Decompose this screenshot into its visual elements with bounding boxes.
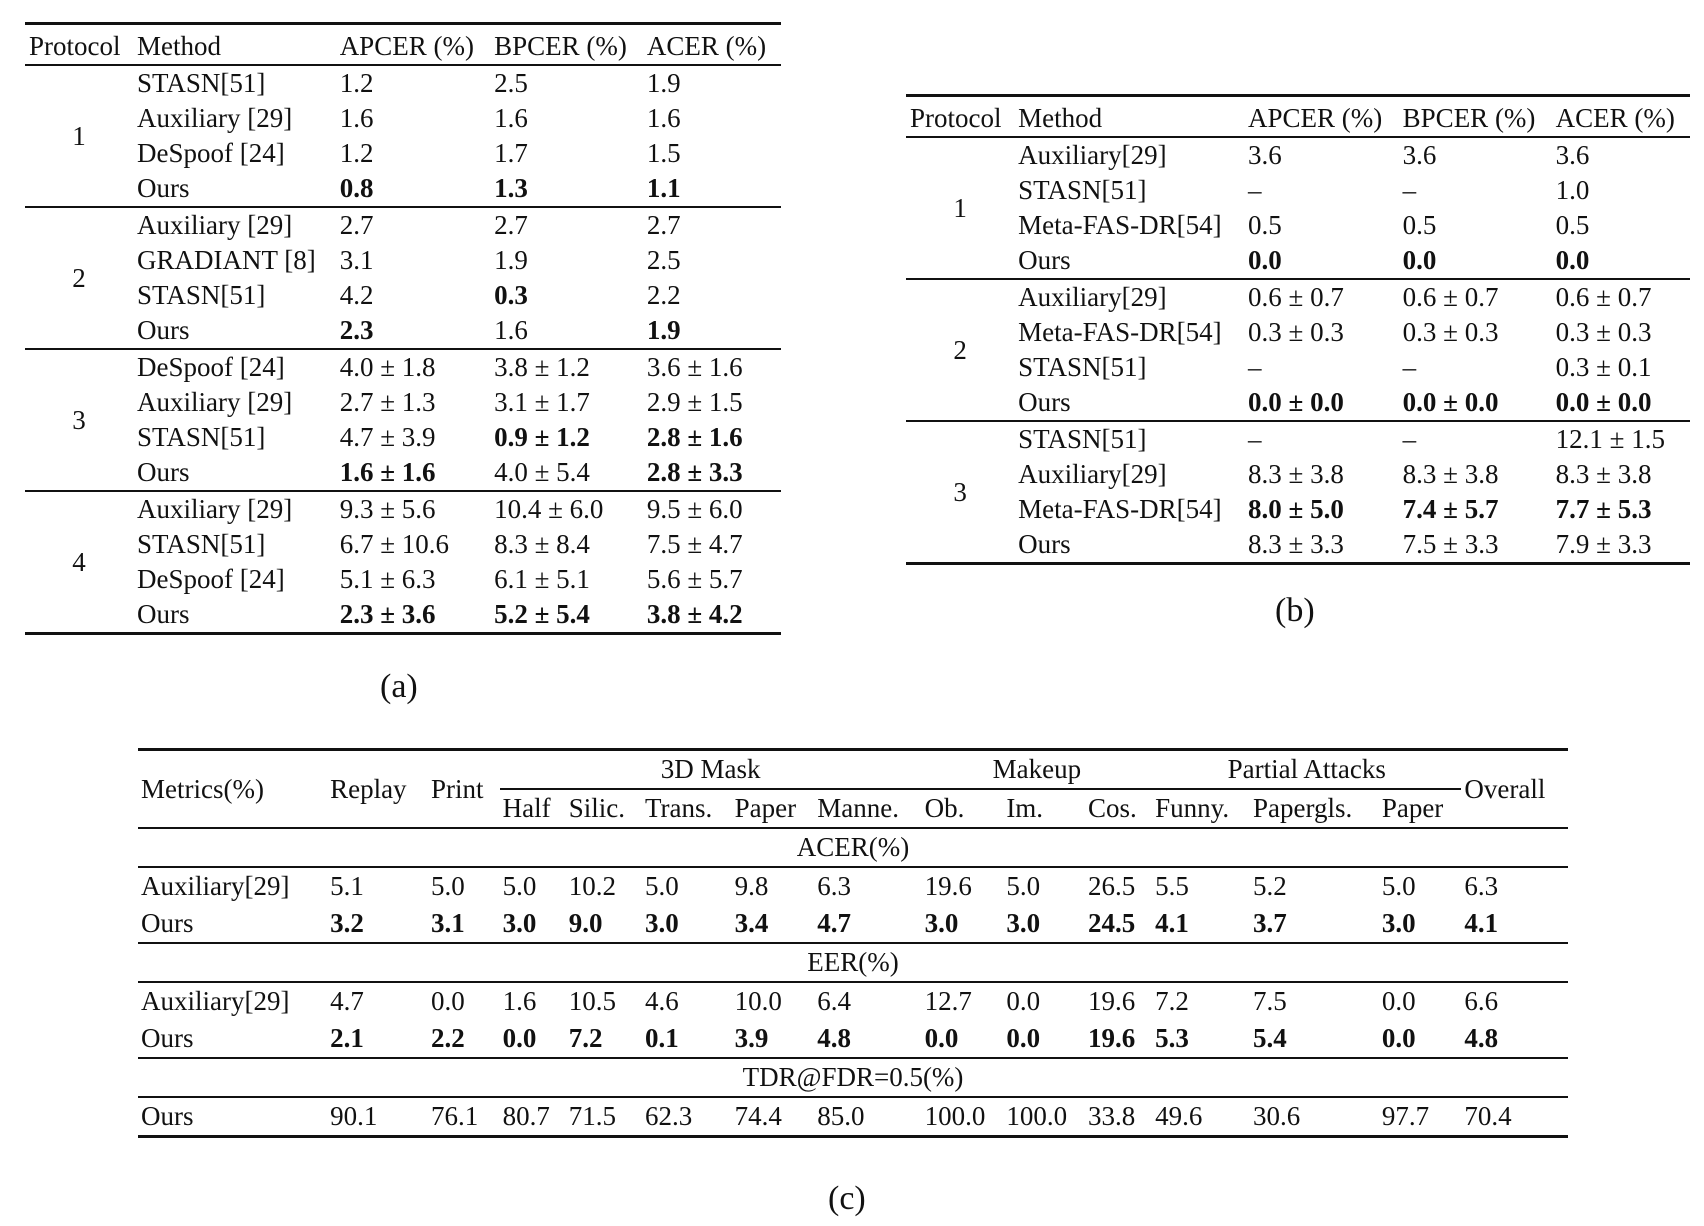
method-cell: Auxiliary[29] [1018,282,1167,312]
apcer-cell: 4.2 [339,280,374,310]
value-cell: 0.0 [431,986,465,1016]
apcer-cell: 1.2 [339,138,374,168]
value-cell: 0.0 [1006,986,1041,1016]
value-cell: 76.1 [431,1101,479,1131]
value-cell: 10.5 [568,986,616,1016]
acer-cell: 8.3 ± 3.8 [1555,459,1652,489]
apcer-cell: 0.5 [1248,210,1282,240]
bpcer-cell: 0.5 [1402,210,1437,240]
header-replay: Replay [330,773,407,804]
table-a-header-row [25,24,781,66]
apcer-cell: – [1248,352,1262,382]
protocol-cell: 3 [953,476,967,507]
method-cell: Auxiliary[29] [141,871,290,901]
subheader-manne: Manne. [817,793,899,823]
protocol-cell: 1 [953,192,967,223]
value-cell: 100.0 [1006,1101,1068,1131]
table-row [25,527,781,562]
bpcer-cell: 3.1 ± 1.7 [494,387,590,417]
table-row [906,421,1690,457]
apcer-cell: 0.8 [339,173,374,203]
bpcer-cell: 6.1 ± 5.1 [494,564,590,594]
apcer-cell: – [1248,175,1262,205]
header-acer: ACER (%) [1555,103,1675,133]
method-cell: Meta-FAS-DR[54] [1018,494,1222,524]
method-cell: STASN[51] [137,280,266,310]
table-row [25,101,781,136]
method-cell: DeSpoof [24] [137,564,285,594]
value-cell: 100.0 [924,1101,986,1131]
table-row [25,313,781,349]
table-row [138,867,1568,905]
apcer-cell: 8.0 ± 5.0 [1248,494,1344,524]
value-cell: 4.1 [1464,908,1499,938]
acer-cell: 9.5 ± 6.0 [646,494,743,524]
table-row [25,420,781,455]
table-row [138,1097,1568,1137]
table-row [25,136,781,171]
table-row [138,1020,1568,1058]
acer-cell: 2.8 ± 3.3 [646,457,743,487]
acer-cell: 5.6 ± 5.7 [646,564,743,594]
value-cell: 5.0 [1381,871,1416,901]
value-cell: 6.3 [1464,871,1499,901]
value-cell: 49.6 [1155,1101,1203,1131]
table-row [25,597,781,634]
bpcer-cell: 3.6 [1402,140,1437,170]
method-cell: DeSpoof [24] [137,352,285,382]
method-cell: STASN[51] [137,422,266,452]
table-row [138,905,1568,943]
method-cell: STASN[51] [137,529,266,559]
acer-cell: 0.0 [1555,245,1590,275]
value-cell: 4.7 [330,986,364,1016]
value-cell: 4.8 [1464,1023,1499,1053]
method-cell: STASN[51] [1018,352,1147,382]
acer-cell: 7.7 ± 5.3 [1555,494,1652,524]
apcer-cell: 9.3 ± 5.6 [339,494,436,524]
value-cell: 6.4 [817,986,851,1016]
value-cell: 19.6 [924,871,972,901]
value-cell: 3.0 [1006,908,1041,938]
bpcer-cell: 7.4 ± 5.7 [1402,494,1499,524]
method-cell: Ours [141,1101,194,1131]
value-cell: 3.4 [734,908,769,938]
caption-a: (a) [380,668,418,705]
apcer-cell: – [1248,424,1262,454]
subheader-paper-partial: Paper [1381,793,1444,823]
method-cell: Auxiliary[29] [141,986,290,1016]
table-row [25,562,781,597]
method-cell: Auxiliary [29] [137,103,293,133]
header-makeup: Makeup [922,750,1152,790]
subheader-paper: Paper [734,793,797,823]
value-cell: 2.2 [431,1023,465,1053]
table-row [25,278,781,313]
apcer-cell: 1.2 [339,68,374,98]
apcer-cell: 2.3 [339,315,374,345]
bpcer-cell: 0.0 [1402,245,1437,275]
value-cell: 5.3 [1155,1023,1189,1053]
apcer-cell: 0.3 ± 0.3 [1248,317,1344,347]
value-cell: 4.8 [817,1023,851,1053]
bpcer-cell: 1.9 [494,245,528,275]
method-cell: Auxiliary [29] [137,210,293,240]
method-cell: STASN[51] [1018,175,1147,205]
acer-cell: 0.3 ± 0.3 [1555,317,1652,347]
value-cell: 4.1 [1155,908,1189,938]
value-cell: 9.8 [734,871,769,901]
acer-cell: 7.9 ± 3.3 [1555,529,1652,559]
method-cell: Auxiliary[29] [1018,459,1167,489]
subheader-cos: Cos. [1088,793,1137,823]
bpcer-cell: 1.6 [494,315,528,345]
bpcer-cell: 10.4 ± 6.0 [494,494,604,524]
table-row [906,279,1690,315]
value-cell: 30.6 [1253,1101,1301,1131]
table-row [906,208,1690,243]
table-row [25,243,781,278]
protocol-cell: 2 [72,262,86,293]
subheader-silic: Silic. [568,793,625,823]
section-title: TDR@FDR=0.5(%) [742,1062,964,1092]
acer-cell: 2.2 [646,280,681,310]
method-cell: Ours [141,908,194,938]
section-header-row [138,828,1568,867]
apcer-cell: 1.6 [339,103,374,133]
value-cell: 80.7 [502,1101,550,1131]
value-cell: 4.7 [817,908,851,938]
method-cell: Ours [137,173,190,203]
acer-cell: 2.8 ± 1.6 [646,422,743,452]
apcer-cell: 2.7 [339,210,374,240]
acer-cell: 1.0 [1555,175,1590,205]
apcer-cell: 3.1 [339,245,374,275]
value-cell: 0.1 [644,1023,679,1053]
method-cell: GRADIANT [8] [137,245,316,275]
table-row [906,492,1690,527]
header-protocol: Protocol [29,31,121,61]
value-cell: 5.5 [1155,871,1189,901]
value-cell: 7.2 [1155,986,1189,1016]
bpcer-cell: – [1402,352,1417,382]
caption-b: (b) [1275,592,1315,629]
bpcer-cell: 7.5 ± 3.3 [1402,529,1499,559]
apcer-cell: 1.6 ± 1.6 [339,457,436,487]
value-cell: 5.0 [1006,871,1041,901]
bpcer-cell: 1.7 [494,138,528,168]
table-row [906,243,1690,279]
value-cell: 3.0 [1381,908,1416,938]
acer-cell: 2.9 ± 1.5 [646,387,743,417]
protocol-cell: 3 [72,404,86,435]
acer-cell: 7.5 ± 4.7 [646,529,743,559]
protocol-cell: 2 [953,334,967,365]
method-cell: Ours [1018,529,1071,559]
method-cell: Ours [1018,387,1071,417]
acer-cell: 2.5 [646,245,681,275]
acer-cell: 0.5 [1555,210,1590,240]
value-cell: 5.1 [330,871,364,901]
value-cell: 74.4 [734,1101,782,1131]
section-title: ACER(%) [796,832,910,862]
apcer-cell: 4.0 ± 1.8 [339,352,436,382]
value-cell: 1.6 [502,986,537,1016]
table-row [138,982,1568,1020]
value-cell: 6.3 [817,871,851,901]
value-cell: 2.1 [330,1023,364,1053]
method-cell: Auxiliary [29] [137,387,293,417]
acer-cell: 1.9 [646,315,681,345]
apcer-cell: 0.6 ± 0.7 [1248,282,1344,312]
value-cell: 7.2 [568,1023,603,1053]
table-b-header-row [906,96,1690,138]
table-c-body [138,828,1568,1137]
bpcer-cell: 0.3 [494,280,528,310]
apcer-cell: 6.7 ± 10.6 [339,529,450,559]
subheader-funny: Funny. [1155,793,1230,823]
header-print: Print [431,773,484,804]
header-method: Method [1018,103,1103,133]
bpcer-cell: 8.3 ± 3.8 [1402,459,1499,489]
table-row [906,315,1690,350]
value-cell: 5.0 [502,871,537,901]
bpcer-cell: 2.7 [494,210,528,240]
method-cell: Auxiliary[29] [1018,140,1167,170]
table-row [906,527,1690,564]
method-cell: Meta-FAS-DR[54] [1018,210,1222,240]
table-b [906,94,1690,565]
table-row [906,137,1690,173]
header-protocol: Protocol [910,103,1002,133]
header-bpcer: BPCER (%) [494,31,627,61]
acer-cell: 3.8 ± 4.2 [646,599,743,629]
value-cell: 3.0 [502,908,537,938]
value-cell: 0.0 [1381,1023,1416,1053]
value-cell: 0.0 [1381,986,1416,1016]
acer-cell: 1.1 [646,173,681,203]
method-cell: DeSpoof [24] [137,138,285,168]
acer-cell: 0.6 ± 0.7 [1555,282,1652,312]
table-row [25,207,781,243]
section-title: EER(%) [807,947,899,977]
apcer-cell: 8.3 ± 3.8 [1248,459,1344,489]
bpcer-cell: 3.8 ± 1.2 [494,352,590,382]
value-cell: 19.6 [1088,986,1136,1016]
value-cell: 85.0 [817,1101,865,1131]
acer-cell: 0.0 ± 0.0 [1555,387,1652,417]
apcer-cell: 0.0 ± 0.0 [1248,387,1344,417]
apcer-cell: 8.3 ± 3.3 [1248,529,1344,559]
table-row [906,173,1690,208]
value-cell: 12.7 [924,986,972,1016]
header-apcer: APCER (%) [1248,103,1383,133]
apcer-cell: 2.7 ± 1.3 [339,387,436,417]
bpcer-cell: 0.9 ± 1.2 [494,422,590,452]
value-cell: 3.0 [924,908,959,938]
method-cell: Ours [137,457,190,487]
value-cell: 3.9 [734,1023,769,1053]
bpcer-cell: – [1402,175,1417,205]
bpcer-cell: 5.2 ± 5.4 [494,599,590,629]
value-cell: 0.0 [502,1023,537,1053]
subheader-im: Im. [1006,793,1044,823]
table-row [25,65,781,101]
header-apcer: APCER (%) [339,31,474,61]
bpcer-cell: – [1402,424,1417,454]
table-row [25,349,781,385]
header-bpcer: BPCER (%) [1402,103,1536,133]
value-cell: 24.5 [1088,908,1136,938]
table-a [25,22,781,635]
value-cell: 70.4 [1464,1101,1512,1131]
section-header-row [138,1058,1568,1097]
protocol-cell: 4 [72,546,86,577]
bpcer-cell: 1.6 [494,103,528,133]
acer-cell: 3.6 ± 1.6 [646,352,743,382]
value-cell: 6.6 [1464,986,1499,1016]
acer-cell: 12.1 ± 1.5 [1555,424,1665,454]
value-cell: 5.0 [431,871,465,901]
method-cell: Auxiliary [29] [137,494,293,524]
table-row [906,457,1690,492]
bpcer-cell: 0.6 ± 0.7 [1402,282,1499,312]
apcer-cell: 5.1 ± 6.3 [339,564,436,594]
method-cell: Ours [137,315,190,345]
bpcer-cell: 0.0 ± 0.0 [1402,387,1499,417]
value-cell: 33.8 [1088,1101,1136,1131]
acer-cell: 3.6 [1555,140,1590,170]
header-metrics: Metrics(%) [141,773,264,804]
value-cell: 3.7 [1253,908,1287,938]
subheader-papergls: Papergls. [1253,793,1353,823]
bpcer-cell: 2.5 [494,68,528,98]
header-3d-mask: 3D Mask [500,750,922,790]
method-cell: STASN[51] [1018,424,1147,454]
subheader-ob: Ob. [924,793,965,823]
method-cell: Meta-FAS-DR[54] [1018,317,1222,347]
value-cell: 62.3 [644,1101,693,1131]
acer-cell: 0.3 ± 0.1 [1555,352,1652,382]
acer-cell: 1.6 [646,103,681,133]
acer-cell: 1.9 [646,68,681,98]
bpcer-cell: 1.3 [494,173,528,203]
method-cell: STASN[51] [137,68,266,98]
header-method: Method [137,31,221,61]
value-cell: 71.5 [568,1101,616,1131]
table-row [906,350,1690,385]
bpcer-cell: 4.0 ± 5.4 [494,457,590,487]
table-row [25,171,781,207]
value-cell: 26.5 [1088,871,1136,901]
subheader-trans: Trans. [644,793,713,823]
apcer-cell: 4.7 ± 3.9 [339,422,436,452]
value-cell: 5.0 [644,871,679,901]
table-row [25,491,781,527]
table-row [25,385,781,420]
table-row [25,455,781,491]
value-cell: 97.7 [1381,1101,1430,1131]
value-cell: 0.0 [1006,1023,1041,1053]
acer-cell: 2.7 [646,210,681,240]
value-cell: 10.2 [568,871,616,901]
table-row [906,385,1690,421]
value-cell: 19.6 [1088,1023,1136,1053]
value-cell: 90.1 [330,1101,378,1131]
value-cell: 5.4 [1253,1023,1287,1053]
value-cell: 7.5 [1253,986,1287,1016]
value-cell: 4.6 [644,986,679,1016]
header-overall: Overall [1464,773,1546,804]
subheader-half: Half [502,793,551,823]
caption-c: (c) [828,1180,866,1217]
table-c-group-header-row [138,750,1568,790]
apcer-cell: 0.0 [1248,245,1282,275]
header-acer: ACER (%) [646,31,767,61]
value-cell: 9.0 [568,908,603,938]
apcer-cell: 2.3 ± 3.6 [339,599,436,629]
method-cell: Ours [1018,245,1071,275]
acer-cell: 1.5 [646,138,681,168]
value-cell: 10.0 [734,986,782,1016]
value-cell: 3.2 [330,908,364,938]
method-cell: Ours [137,599,190,629]
bpcer-cell: 0.3 ± 0.3 [1402,317,1499,347]
apcer-cell: 3.6 [1248,140,1282,170]
table-c [138,748,1568,1138]
bpcer-cell: 8.3 ± 8.4 [494,529,590,559]
value-cell: 3.0 [644,908,679,938]
value-cell: 5.2 [1253,871,1287,901]
value-cell: 3.1 [431,908,465,938]
header-partial-attacks: Partial Attacks [1152,750,1461,790]
method-cell: Ours [141,1023,194,1053]
protocol-cell: 1 [72,120,86,151]
section-header-row [138,943,1568,982]
value-cell: 0.0 [924,1023,959,1053]
